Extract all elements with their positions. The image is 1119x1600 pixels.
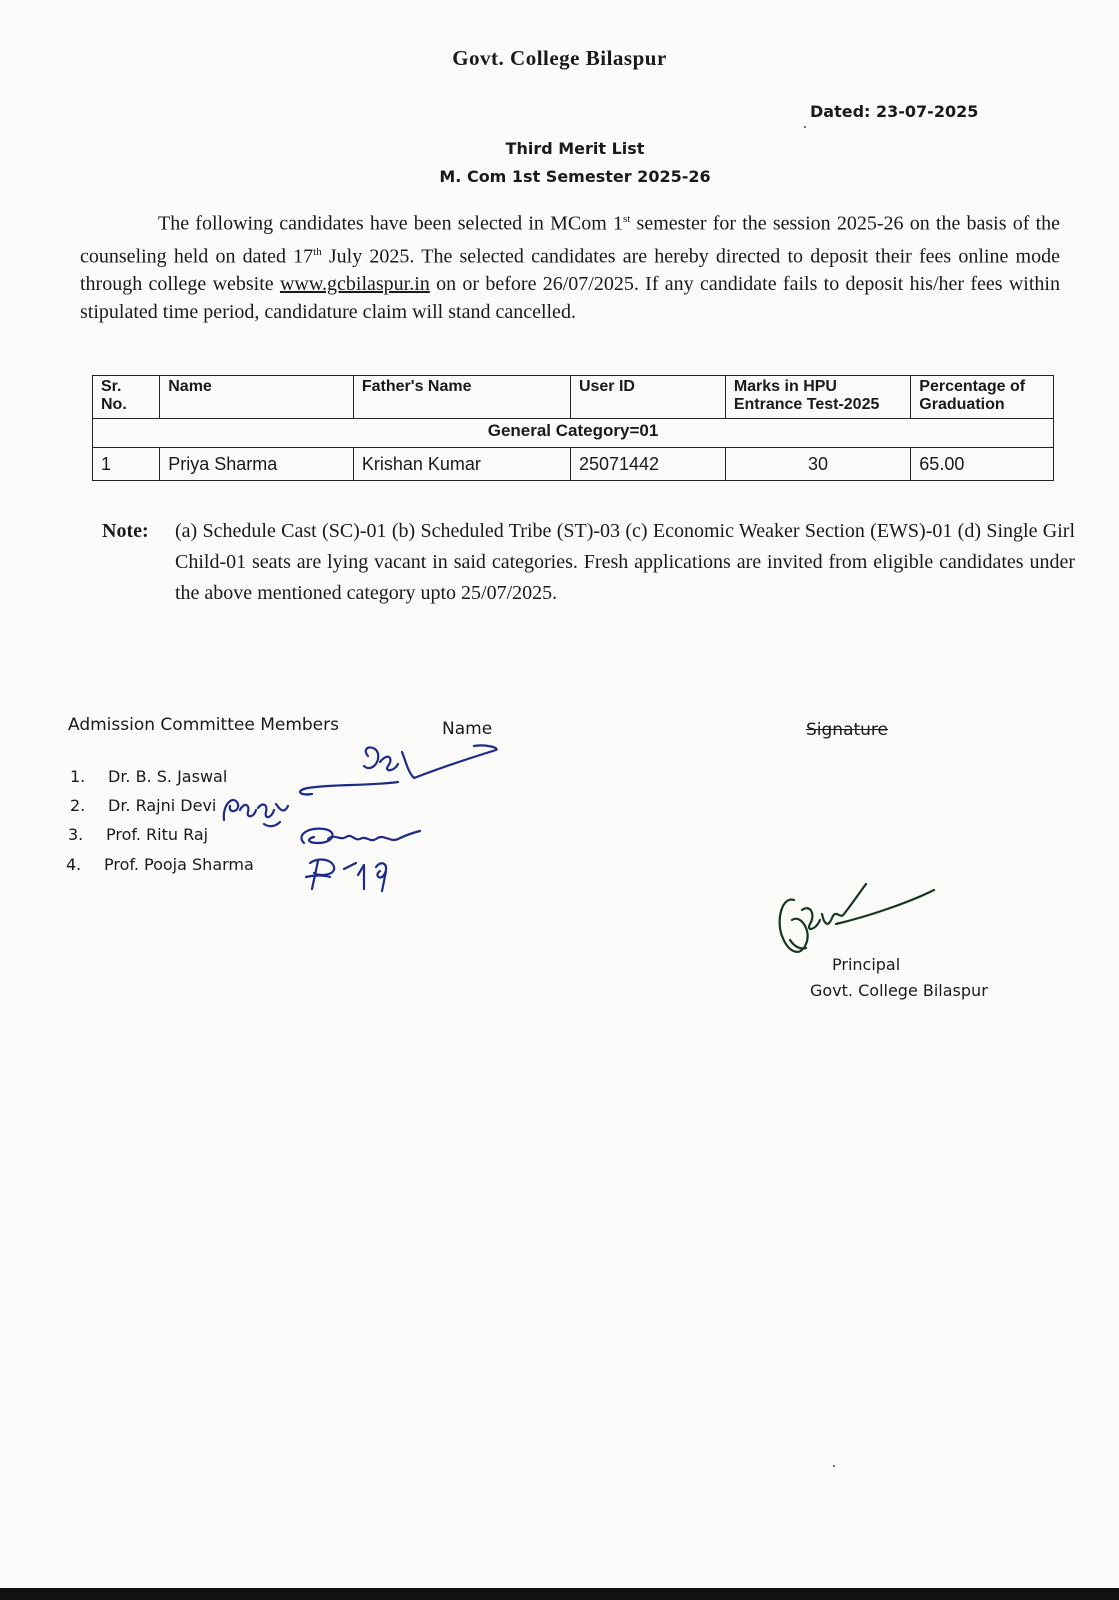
member-name: Dr. B. S. Jaswal bbox=[108, 767, 228, 786]
cell-father-name: Krishan Kumar bbox=[353, 448, 570, 481]
member-name: Prof. Pooja Sharma bbox=[104, 855, 254, 874]
header-marks: Marks in HPU Entrance Test-2025 bbox=[725, 376, 910, 419]
college-website-link[interactable]: www.gcbilaspur.in bbox=[279, 273, 430, 296]
note-block bbox=[102, 516, 1077, 646]
para-sup-1: st bbox=[623, 213, 631, 225]
college-heading: Govt. College Bilaspur bbox=[452, 46, 667, 70]
table-header-row bbox=[93, 376, 1054, 419]
member-number: 4. bbox=[66, 855, 82, 874]
cell-sr-no: 1 bbox=[93, 448, 160, 481]
scan-edge-bar bbox=[0, 1588, 1119, 1600]
header-father-name: Father's Name bbox=[353, 376, 570, 419]
merit-list-subtitle: M. Com 1st Semester 2025-26 bbox=[439, 167, 711, 186]
member-name: Prof. Ritu Raj bbox=[106, 825, 209, 844]
member-number: 2. bbox=[70, 796, 86, 815]
dated-line: Dated: 23-07-2025 bbox=[810, 102, 979, 121]
para-text-2: semester for the session 2025-26 on the basis of the counseling held on dated 17 bbox=[80, 212, 1061, 268]
scan-speck bbox=[833, 1465, 835, 1467]
note-label: Note: bbox=[102, 520, 149, 542]
cell-name: Priya Sharma bbox=[160, 448, 354, 481]
table-row bbox=[93, 448, 1054, 481]
member-name: Dr. Rajni Devi bbox=[108, 796, 217, 815]
member-number: 1. bbox=[70, 767, 86, 786]
committee-heading: Admission Committee Members bbox=[68, 715, 339, 735]
merit-table bbox=[92, 375, 1054, 481]
cell-marks: 30 bbox=[725, 448, 910, 481]
merit-list-title: Third Merit List bbox=[505, 139, 645, 158]
category-label: General Category=01 bbox=[93, 419, 1054, 448]
header-name: Name bbox=[160, 376, 354, 419]
header-percentage: Percentage of Graduation bbox=[911, 376, 1054, 419]
para-text-3: July 2025. The selected candidates are hereby directed to deposit their fees online mode through college website bbox=[80, 245, 1060, 296]
para-text-1: The following candidates have been selected in MCom 1 bbox=[158, 212, 623, 235]
scan-speck bbox=[804, 126, 806, 128]
signature-column-heading bbox=[806, 720, 888, 740]
jaswal-signature bbox=[290, 742, 510, 804]
para-text-4: on or before 26/07/2025. If any candidate fails to deposit his/her fees within stipulated time period, candidature claim will stand cancelled. bbox=[80, 273, 1060, 324]
cell-percentage: 65.00 bbox=[911, 448, 1054, 481]
category-row bbox=[93, 419, 1054, 448]
member-number: 3. bbox=[68, 825, 84, 844]
committee-member bbox=[70, 767, 227, 786]
header-sr-no: Sr. No. bbox=[93, 376, 160, 419]
signature-heading-text: Signature bbox=[806, 720, 889, 740]
notice-paragraph bbox=[80, 205, 1060, 326]
ritu-signature bbox=[294, 823, 454, 855]
principal-office: Govt. College Bilaspur bbox=[810, 981, 988, 1000]
header-user-id: User ID bbox=[570, 376, 725, 419]
note-text: (a) Schedule Cast (SC)-01 (b) Scheduled Tribe (ST)-03 (c) Economic Weaker Section (EWS)-01 (d) Single Girl Child-01 seats are lying vacant in said categories. Fresh applications are invited from eligible candidates under the above mentioned category upto 25/07/2025. bbox=[175, 520, 1075, 604]
committee-member bbox=[68, 825, 208, 844]
committee-member bbox=[66, 855, 254, 874]
principal-title: Principal bbox=[832, 955, 901, 974]
cell-user-id: 25071442 bbox=[570, 448, 725, 481]
committee-member bbox=[70, 796, 216, 815]
pooja-signature bbox=[298, 853, 418, 897]
para-sup-2: th bbox=[313, 245, 322, 258]
name-column-heading: Name bbox=[442, 719, 493, 739]
